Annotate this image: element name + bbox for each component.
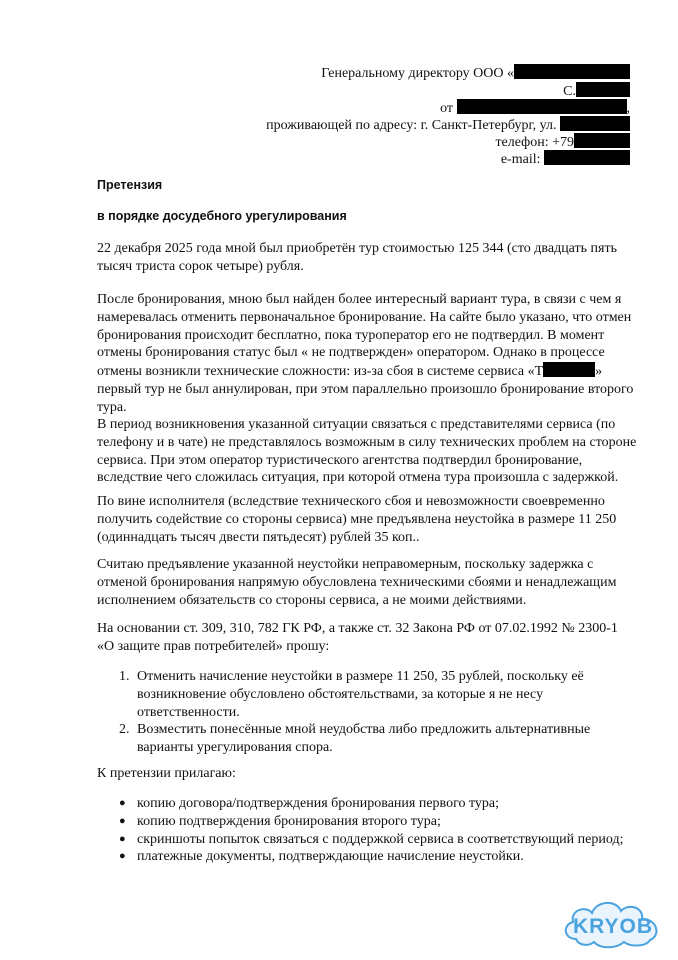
attachment-item [97,795,637,813]
document-title: Претензия [97,178,163,192]
attachments-intro: К претензии прилагаю: [97,766,236,781]
attachment-text: копию подтверждения бронирования второго тура; [137,813,441,829]
paragraph-penalty: По вине исполнителя (вследствие технического сбоя и невозможности своевременно получить содействие со стороны сервиса) мне предъявлена неустойка в размере 11 250 (одиннадцать тысяч двести пятьдесят) рублей 35 коп.. [97,494,617,545]
paragraph-booking [97,291,637,417]
bullet-icon: ● [119,850,126,863]
paragraph-legal-basis: На основании ст. 309, 310, 782 ГК РФ, а также ст. 32 Закона РФ от 07.02.1992 № 2300-1 «О защите прав потребителей» прошу: [97,621,618,654]
attachment-text: скриншоты попыток связаться с поддержкой сервиса в соответствующий период; [137,831,624,847]
bullet-icon: ● [119,814,126,827]
sender-label: от [440,101,453,116]
attachment-item [97,813,637,831]
request-text: Возместить понесённые мной неудобства либо предложить альтернативные варианты урегулирования спора. [137,722,591,756]
header-line-email [501,150,630,169]
request-item [97,668,637,721]
redaction-block [560,116,630,131]
redaction-block [457,99,627,114]
sender-comma: , [626,101,630,116]
document-subtitle: в порядке досудебного урегулирования [97,209,347,223]
paragraph-booking-text: После бронирования, мною был найден более интересный вариант тура, в связи с чем я намеревалась отменить первоначальное бронирование. На сайте было указано, что отмен бронирования происходит бесплатно, пока туроператор его не подтвердил. В момент отмены бронирования статус был « не подтвержден» оператором. Однако в процессе отмены возникли технические сложности: из-за сбоя в системе сервиса «Т [97,292,632,380]
redaction-block [544,150,630,165]
redaction-block [514,64,630,79]
paragraph-purchase: 22 декабря 2025 года мной был приобретён тур стоимостью 125 344 (сто двадцать пять тысяч триста сорок четыре) рубля. [97,241,617,274]
attachment-item [97,831,637,849]
request-item [97,721,637,757]
redaction-block [543,362,595,377]
paragraph-booking-text-end: » первый тур не был аннулирован, при этом параллельно произошло бронирование второго тура. [97,364,634,415]
attachment-text: платежные документы, подтверждающие начисление неустойки. [137,849,524,865]
attachment-text: копию договора/подтверждения бронирования первого тура; [137,796,499,811]
addressee-text: Генеральному директору ООО « [321,66,514,81]
attachment-item [97,848,637,866]
watermark-cloud-logo [558,895,668,953]
address-text: проживающей по адресу: г. Санкт-Петербург, ул. [266,118,557,133]
bullet-icon: ● [119,797,126,809]
bullet-icon: ● [119,832,126,845]
header-line-addressee [321,64,630,83]
request-number: 1. [119,669,130,684]
attachments-list [97,795,637,866]
requests-list [97,668,637,757]
watermark-text: KRYOB [572,915,654,938]
request-text: Отменить начисление неустойки в размере 11 250, 35 рублей, поскольку её возникновение обусловлено обстоятельствами, за которые я не несу ответственности. [137,669,584,720]
paragraph-contact-issues: В период возникновения указанной ситуации связаться с представителями сервиса (по телефону и в чате) не представлялось возможным в силу технических проблем на стороне сервиса. При этом оператор туристического агентства подтвердил бронирование, вследствие чего сложилась ситуация, при которой отмена тура произошла с задержкой. [97,417,637,486]
director-initial-text: С. [563,84,576,99]
request-number: 2. [119,722,130,738]
paragraph-objection: Считаю предъявление указанной неустойки неправомерным, поскольку задержка с отменой бронирования напрямую обусловлена техническими сбоями и ненадлежащим исполнением обязательств со стороны сервиса, а не моими действиями. [97,557,617,608]
phone-text: телефон: +79 [495,135,574,150]
redaction-block [574,133,630,148]
redaction-block [576,82,630,97]
email-label: e-mail: [500,152,541,167]
